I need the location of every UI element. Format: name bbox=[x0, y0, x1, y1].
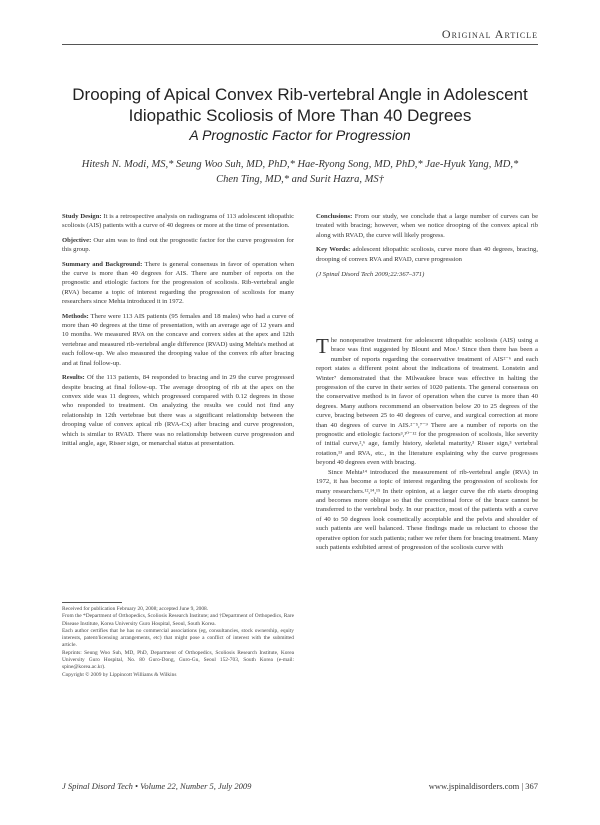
abstract-methods bbox=[62, 312, 294, 368]
body-paragraph-1 bbox=[316, 336, 538, 468]
section-label: Key Words: bbox=[316, 246, 351, 254]
footnotes bbox=[62, 606, 294, 679]
section-label: Study Design: bbox=[62, 213, 102, 220]
abstract-results bbox=[62, 373, 294, 448]
section-text: From our study, we conclude that a large number of curves can be treated with bracing; however, when we notice drooping of the convex apical rib along with RVAD, the curve will likely progress. bbox=[316, 213, 538, 239]
article-title: Drooping of Apical Convex Rib-vertebral Angle in Adolescent Idiopathic Scoliosis of More Than 40 Degrees bbox=[72, 85, 528, 125]
footnote-affiliation: From the *Department of Orthopedics, Scoliosis Research Institute; and †Department of Orthopedics, Rare Disease Institute, Korea University Guro Hospital, Seoul, South Korea. bbox=[62, 613, 294, 627]
section-label: Methods: bbox=[62, 312, 89, 320]
section-text: Our aim was to find out the prognostic factor for the curve progression for this group. bbox=[62, 236, 295, 254]
abstract-study-design bbox=[62, 212, 294, 231]
body-paragraph-2: Since Mehta¹⁴ introduced the measurement of rib-vertebral angle (RVA) in 1972, it has become a topic of interest regarding the progression of scoliosis for many researchers.¹²,¹⁴,¹⁵ In their opinion, at a larger curve the rib starts drooping and becomes more oblique so that the correctional force of the brace cannot be transferred to the vertebral body. In our practice, most of the patients with a curve of 40 to 50 degrees look cosmetically acceptable and the pelvis and shoulder of such patients are well balanced. These findings made us reluctant to choose the operative option for such patients; rather we refer them for bracing treatment. Many such patients exhibited arrest of progression of the scoliosis curve with bbox=[316, 468, 538, 551]
section-label: Results: bbox=[62, 374, 85, 382]
header-rule bbox=[62, 44, 538, 45]
abstract-objective bbox=[62, 236, 294, 255]
author-list: Hitesh N. Modi, MS,* Seung Woo Suh, MD, PhD,* Hae-Ryong Song, MD, PhD,* Jae-Hyuk Yang, MD,* Chen Ting, MD,* and Surit Hazra, MS† bbox=[81, 159, 519, 185]
section-text: Of the 113 patients, 84 responded to bracing and in 29 the curve progressed despite bracing at final follow-up. The average drooping of rib at the apex on the convex side was 11 degrees, which progressed compared with 0.12 degrees in those who responded to treatment. On analyzing the results we could not find any relationship in 12th vertebrae but there was a significant relationship between the drooping value of convex apical rib (RVA-Cx) after bracing and curve progression, which is similar to RVAD. There was no relationship between curve progression and initial angle, age, Risser sign, or menarchal status at presentation. bbox=[62, 374, 294, 447]
abstract-key-words bbox=[316, 245, 538, 264]
abstract-conclusions bbox=[316, 212, 538, 240]
abstract-right-column bbox=[316, 212, 538, 284]
page-number: 367 bbox=[525, 781, 538, 791]
paragraph-text: he nonoperative treatment for adolescent idiopathic scoliosis (AIS) using a brace was first suggested by Blount and Moe.¹ Since then there has been a number of reports regarding the conservative treatment of AIS²⁻⁶ and each report states a different point about the indications of treatment. Lonstein and Winter⁷ demonstrated that the Milwaukee brace was effective in halting the progression of the curve in their series of 1020 patients. The general consensus on the conservative method is in favor of operation when the curve is more than 40 degrees. Many authors recommend an observation below 20 to 25 degrees of the curve, bracing between 25 to 40 degrees of curve, and surgical correction at more than 40 degrees of curve in AIS.²⁻⁵,⁷⁻⁹ There are a number of reports on the prognostic and etiologic factors³,¹⁰⁻¹² for the progression of scoliosis, like severity of initial curve,²,⁶ age, family history, skeletal maturity,³ Risser sign,³ vertebral rotation,¹³ and RVA, etc., in the literature explaining why the curve progresses beyond 40 degrees even with bracing. bbox=[316, 337, 538, 467]
section-text: There were 113 AIS patients (95 females and 18 males) who had a curve of more than 40 degrees at the time of presentation, with an average age of 12 years and 10 months. We measured RVA on the concave and convex sides at the apex and 12th vertebrae and measured rib-vertebral angle difference (RVAD) using Mehta's method at each follow-up. We also measured the drooping value of the convex rib after bracing and at final follow-up. bbox=[62, 312, 294, 367]
footnote-reprints: Reprints: Seung Woo Suh, MD, PhD, Department of Orthopedics, Scoliosis Research Institute, Korea University Guro Hospital, No. 80 Guro-Dong, Guro-Gu, Seoul 152-703, South Korea (e-mail: spine@korea.ac.kr). bbox=[62, 649, 294, 671]
journal-website-link[interactable]: www.jspinaldisorders.com bbox=[428, 781, 520, 791]
section-label: Conclusions: bbox=[316, 213, 353, 220]
footnote-rule bbox=[62, 602, 122, 603]
journal-citation: (J Spinal Disord Tech 2009;22:367–371) bbox=[316, 271, 425, 279]
article-subtitle: A Prognostic Factor for Progression bbox=[189, 127, 411, 143]
section-text: It is a retrospective analysis on radiograms of 113 adolescent idiopathic scoliosis (AIS) patients with a curve of 40 degrees or more at the time of presentation. bbox=[62, 213, 294, 230]
page-footer: www.jspinaldisorders.com | 367 bbox=[428, 781, 538, 791]
section-text: adolescent idiopathic scoliosis, curve more than 40 degrees, bracing, drooping of convex RVA and RVAD, curve progression bbox=[316, 246, 538, 263]
article-type-label: Original Article bbox=[441, 27, 538, 41]
section-text: There is general consensus in favor of operation when the curve is more than 40 degrees for AIS. There are number of reports on the prognostic and etiologic factors for the progression of scoliosis. Rib-vertebral angle (RVA) became a topic of interest regarding the progression of scoliosis for many researchers since Mehta introduced it in 1972. bbox=[62, 260, 295, 306]
journal-footer: J Spinal Disord Tech • Volume 22, Number 5, July 2009 bbox=[62, 781, 252, 791]
footnote-copyright: Copyright © 2009 by Lippincott Williams & Wilkins bbox=[62, 671, 177, 678]
body-text-column bbox=[316, 336, 538, 552]
drop-cap: T bbox=[316, 334, 329, 358]
abstract-background bbox=[62, 260, 294, 307]
footnote-conflict: Each author certifies that he has no commercial associations (eg, consultancies, stock ownership, equity interests, patent/licensing arrangements, etc) that might pose a conflict of interest with the submitted article. bbox=[62, 627, 294, 649]
abstract-left-column bbox=[62, 212, 294, 453]
section-label: Summary and Background: bbox=[62, 260, 143, 268]
section-label: Objective: bbox=[62, 236, 92, 244]
footnote-received: Received for publication February 20, 2008; accepted June 9, 2008. bbox=[62, 606, 209, 612]
